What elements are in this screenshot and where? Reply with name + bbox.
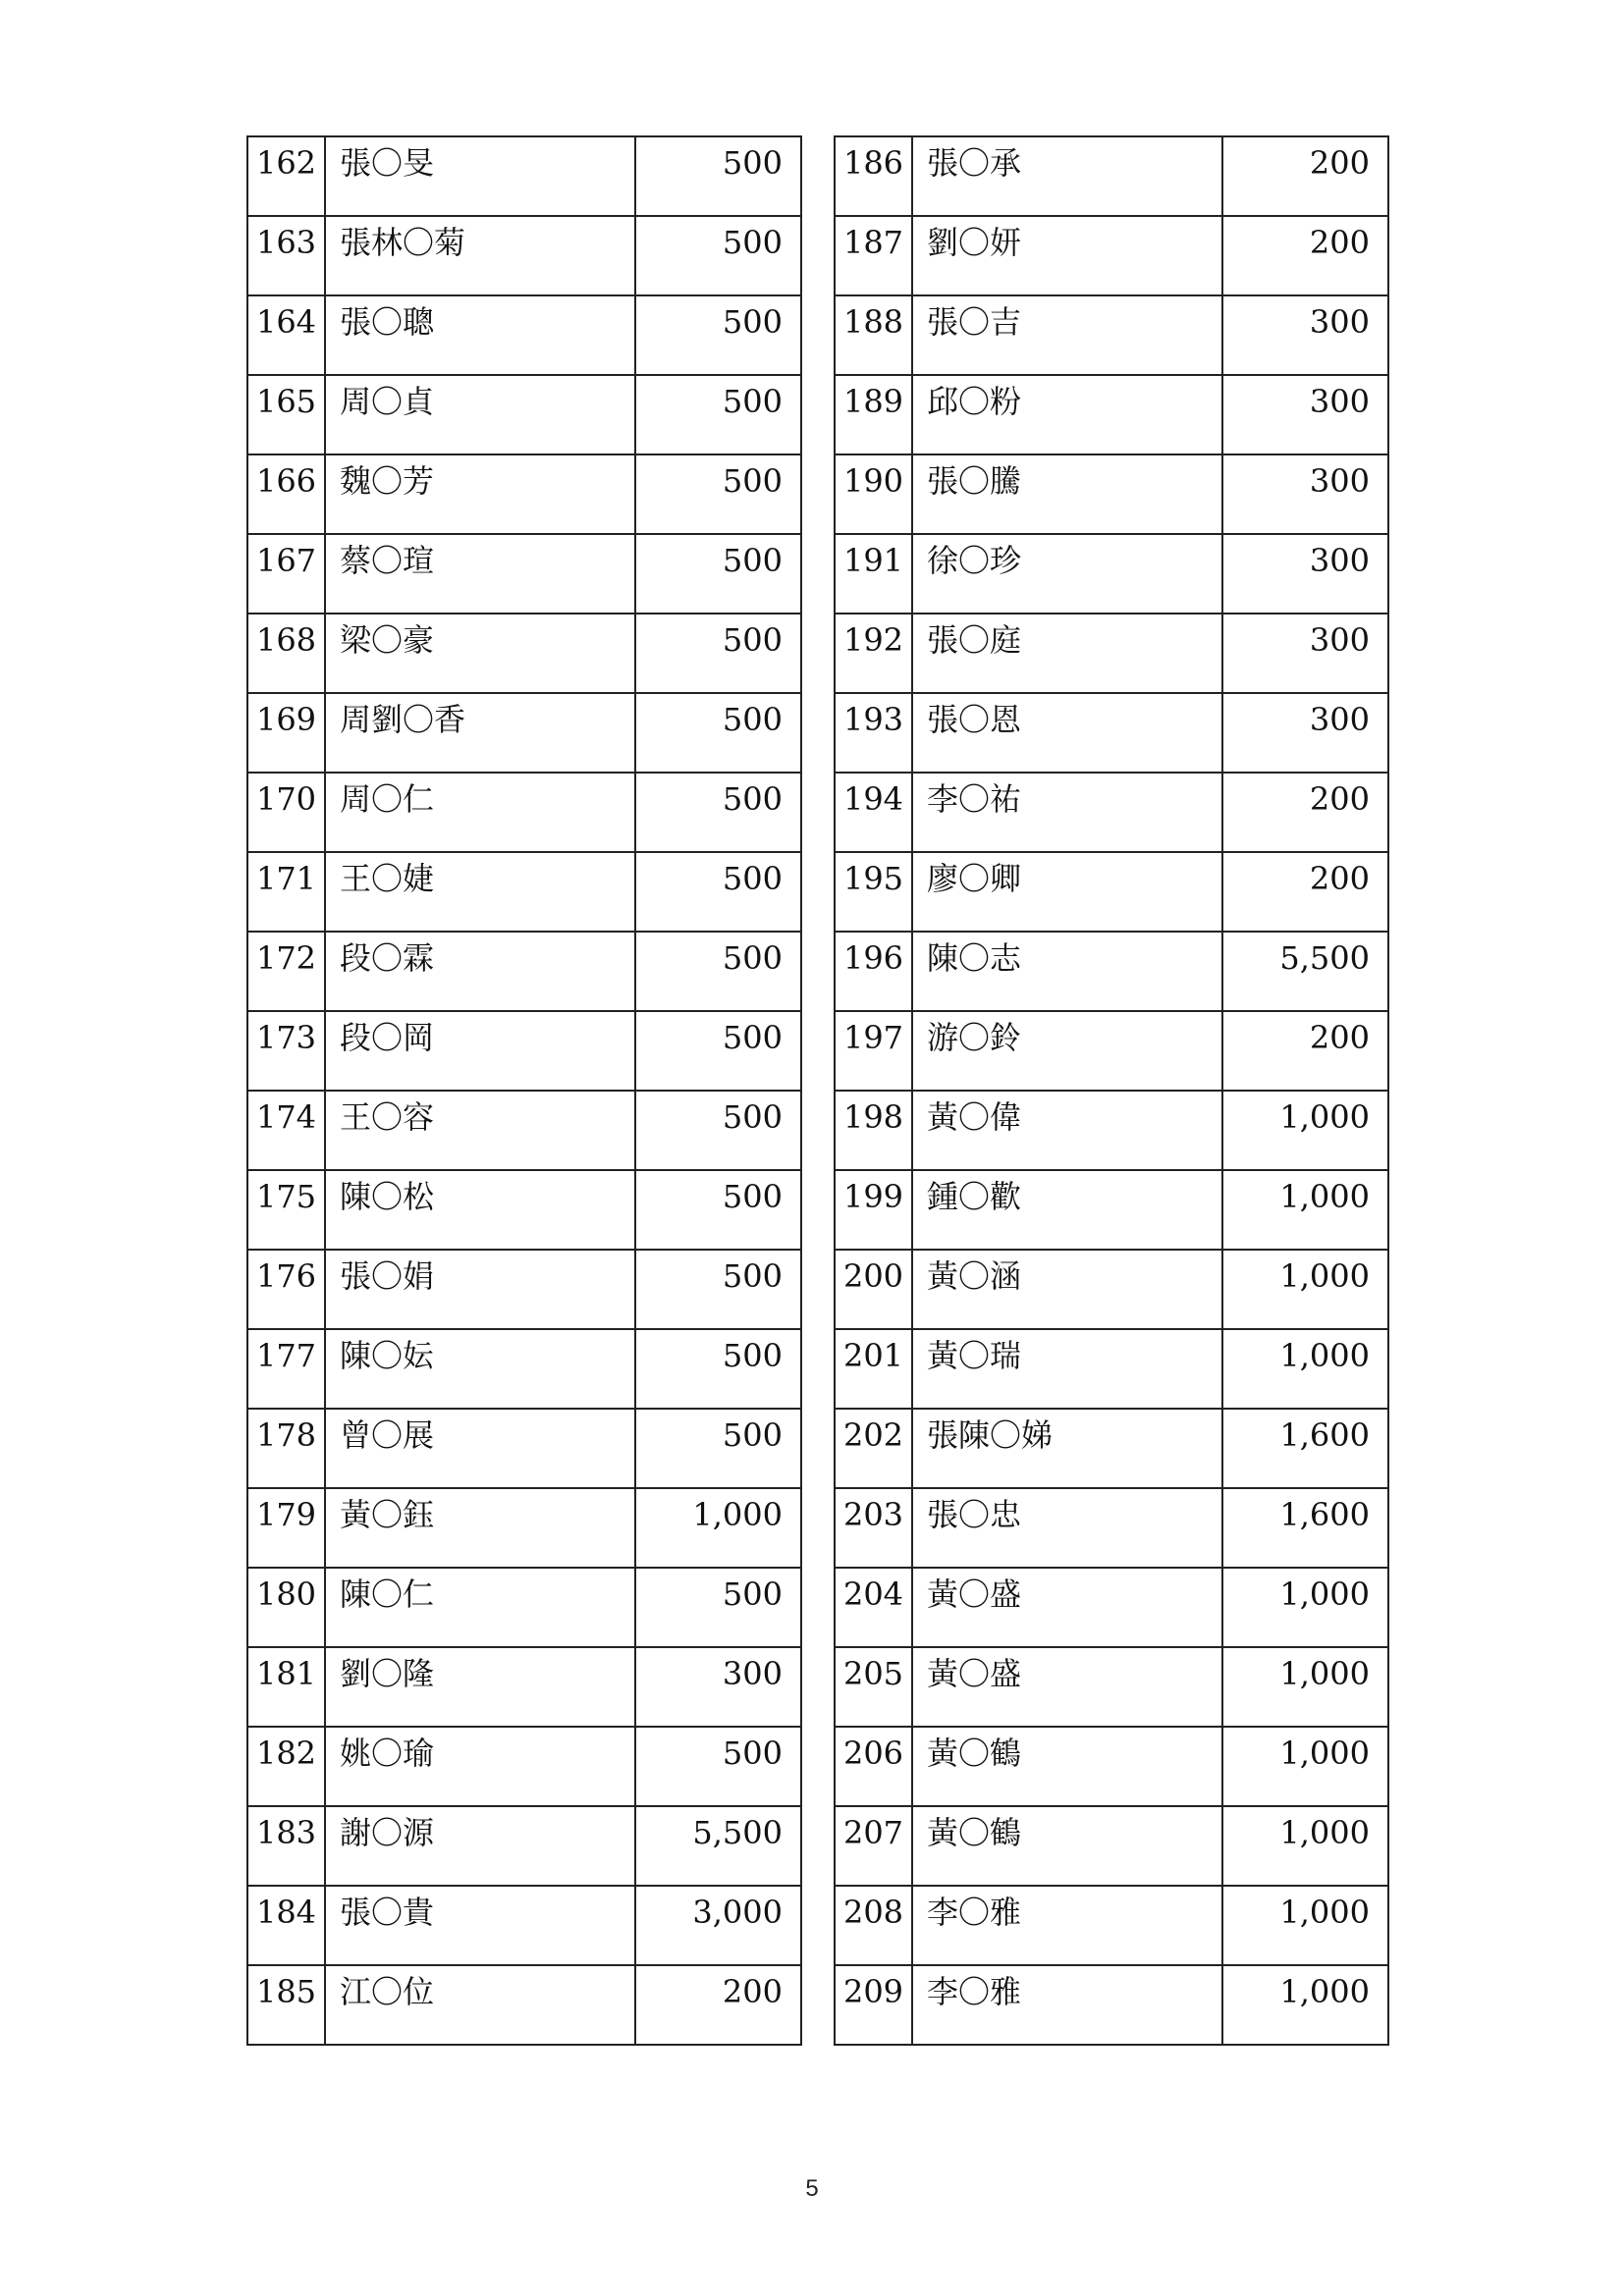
donation-amount: 1,000	[1222, 1329, 1388, 1409]
donor-table-right-body	[835, 136, 1388, 2045]
donation-amount: 300	[635, 1647, 801, 1727]
table-row	[247, 852, 801, 932]
donor-name: 游〇鈴	[912, 1011, 1222, 1091]
donor-name: 黃〇涵	[912, 1250, 1222, 1329]
donor-name: 張〇庭	[912, 614, 1222, 693]
table-row	[835, 1806, 1388, 1886]
donation-amount: 500	[635, 1727, 801, 1806]
donor-name: 周〇仁	[325, 773, 635, 852]
row-number: 172	[247, 932, 325, 1011]
donor-name: 周劉〇香	[325, 693, 635, 773]
row-number: 180	[247, 1568, 325, 1647]
donor-name: 張〇貴	[325, 1886, 635, 1965]
donation-amount: 500	[635, 852, 801, 932]
donation-amount: 500	[635, 216, 801, 295]
donor-name: 段〇霖	[325, 932, 635, 1011]
donor-name: 黃〇鈺	[325, 1488, 635, 1568]
row-number: 194	[835, 773, 912, 852]
table-row	[247, 1727, 801, 1806]
row-number: 207	[835, 1806, 912, 1886]
row-number: 164	[247, 295, 325, 375]
row-number: 193	[835, 693, 912, 773]
table-row	[835, 852, 1388, 932]
donor-name: 魏〇芳	[325, 454, 635, 534]
donation-amount: 500	[635, 295, 801, 375]
donor-table-left	[246, 135, 802, 2046]
donation-amount: 500	[635, 773, 801, 852]
row-number: 177	[247, 1329, 325, 1409]
donation-amount: 1,000	[1222, 1091, 1388, 1170]
table-row	[835, 1568, 1388, 1647]
donation-amount: 200	[1222, 216, 1388, 295]
table-row	[835, 1250, 1388, 1329]
donation-amount: 500	[635, 1409, 801, 1488]
donor-name: 徐〇珍	[912, 534, 1222, 614]
row-number: 181	[247, 1647, 325, 1727]
donor-name: 劉〇妍	[912, 216, 1222, 295]
row-number: 188	[835, 295, 912, 375]
row-number: 209	[835, 1965, 912, 2045]
donor-name: 張〇娟	[325, 1250, 635, 1329]
donor-name: 江〇位	[325, 1965, 635, 2045]
row-number: 169	[247, 693, 325, 773]
row-number: 191	[835, 534, 912, 614]
row-number: 170	[247, 773, 325, 852]
donor-name: 陳〇妘	[325, 1329, 635, 1409]
donation-amount: 500	[635, 136, 801, 216]
table-row	[835, 1329, 1388, 1409]
table-row	[835, 1170, 1388, 1250]
row-number: 204	[835, 1568, 912, 1647]
donation-amount: 500	[635, 932, 801, 1011]
donation-amount: 300	[1222, 693, 1388, 773]
donation-amount: 200	[1222, 1011, 1388, 1091]
donation-amount: 500	[635, 693, 801, 773]
donation-amount: 500	[635, 1250, 801, 1329]
row-number: 186	[835, 136, 912, 216]
table-row	[247, 295, 801, 375]
donation-amount: 1,000	[1222, 1568, 1388, 1647]
donor-name: 黃〇盛	[912, 1568, 1222, 1647]
row-number: 187	[835, 216, 912, 295]
row-number: 185	[247, 1965, 325, 2045]
row-number: 189	[835, 375, 912, 454]
table-row	[247, 1488, 801, 1568]
page-number: 5	[805, 2175, 819, 2202]
donor-name: 李〇祐	[912, 773, 1222, 852]
donor-name: 張〇聰	[325, 295, 635, 375]
donor-name: 廖〇卿	[912, 852, 1222, 932]
row-number: 167	[247, 534, 325, 614]
table-row	[247, 1647, 801, 1727]
row-number: 174	[247, 1091, 325, 1170]
row-number: 195	[835, 852, 912, 932]
table-row	[247, 136, 801, 216]
row-number: 168	[247, 614, 325, 693]
table-row	[835, 1011, 1388, 1091]
table-row	[247, 1409, 801, 1488]
row-number: 179	[247, 1488, 325, 1568]
row-number: 200	[835, 1250, 912, 1329]
donation-amount: 1,600	[1222, 1488, 1388, 1568]
row-number: 202	[835, 1409, 912, 1488]
donor-name: 陳〇仁	[325, 1568, 635, 1647]
donor-name: 張〇旻	[325, 136, 635, 216]
table-row	[247, 614, 801, 693]
donor-name: 曾〇展	[325, 1409, 635, 1488]
row-number: 192	[835, 614, 912, 693]
donor-name: 黃〇盛	[912, 1647, 1222, 1727]
row-number: 198	[835, 1091, 912, 1170]
donor-name: 張林〇菊	[325, 216, 635, 295]
table-row	[835, 1727, 1388, 1806]
donation-amount: 1,000	[1222, 1250, 1388, 1329]
table-row	[247, 1091, 801, 1170]
donation-amount: 500	[635, 1091, 801, 1170]
row-number: 205	[835, 1647, 912, 1727]
donor-name: 劉〇隆	[325, 1647, 635, 1727]
table-row	[835, 1409, 1388, 1488]
row-number: 197	[835, 1011, 912, 1091]
donor-name: 黃〇鶴	[912, 1806, 1222, 1886]
donation-amount: 1,000	[1222, 1647, 1388, 1727]
row-number: 173	[247, 1011, 325, 1091]
donation-amount: 200	[1222, 852, 1388, 932]
table-row	[835, 614, 1388, 693]
donor-name: 張〇承	[912, 136, 1222, 216]
row-number: 206	[835, 1727, 912, 1806]
table-row	[835, 454, 1388, 534]
donor-name: 張〇恩	[912, 693, 1222, 773]
table-row	[835, 534, 1388, 614]
table-row	[835, 375, 1388, 454]
donation-amount: 500	[635, 534, 801, 614]
row-number: 162	[247, 136, 325, 216]
donation-amount: 3,000	[635, 1886, 801, 1965]
table-row	[247, 454, 801, 534]
table-row	[247, 693, 801, 773]
donor-name: 姚〇瑜	[325, 1727, 635, 1806]
donation-amount: 1,000	[1222, 1886, 1388, 1965]
table-row	[247, 534, 801, 614]
row-number: 165	[247, 375, 325, 454]
donor-table-right	[834, 135, 1389, 2046]
row-number: 199	[835, 1170, 912, 1250]
row-number: 203	[835, 1488, 912, 1568]
table-row	[835, 1488, 1388, 1568]
donation-amount: 1,000	[1222, 1727, 1388, 1806]
row-number: 163	[247, 216, 325, 295]
donation-amount: 500	[635, 1011, 801, 1091]
donation-amount: 500	[635, 1170, 801, 1250]
table-row	[835, 1647, 1388, 1727]
donor-name: 黃〇偉	[912, 1091, 1222, 1170]
donor-name: 謝〇源	[325, 1806, 635, 1886]
table-row	[835, 295, 1388, 375]
table-row	[247, 1250, 801, 1329]
donation-amount: 1,000	[635, 1488, 801, 1568]
row-number: 196	[835, 932, 912, 1011]
table-row	[835, 136, 1388, 216]
donation-amount: 500	[635, 454, 801, 534]
donor-name: 蔡〇瑄	[325, 534, 635, 614]
donor-name: 梁〇豪	[325, 614, 635, 693]
donor-name: 段〇岡	[325, 1011, 635, 1091]
donation-amount: 200	[635, 1965, 801, 2045]
donation-amount: 200	[1222, 773, 1388, 852]
donor-name: 張〇吉	[912, 295, 1222, 375]
donor-name: 陳〇松	[325, 1170, 635, 1250]
row-number: 190	[835, 454, 912, 534]
table-row	[835, 1965, 1388, 2045]
donation-amount: 1,000	[1222, 1170, 1388, 1250]
row-number: 171	[247, 852, 325, 932]
row-number: 166	[247, 454, 325, 534]
donation-amount: 200	[1222, 136, 1388, 216]
table-row	[835, 1886, 1388, 1965]
donation-amount: 5,500	[635, 1806, 801, 1886]
table-row	[247, 1170, 801, 1250]
donor-name: 黃〇鶴	[912, 1727, 1222, 1806]
donor-name: 張〇忠	[912, 1488, 1222, 1568]
donation-amount: 500	[635, 1329, 801, 1409]
table-row	[835, 1091, 1388, 1170]
donor-name: 邱〇粉	[912, 375, 1222, 454]
donation-amount: 1,000	[1222, 1806, 1388, 1886]
row-number: 178	[247, 1409, 325, 1488]
donor-name: 王〇婕	[325, 852, 635, 932]
donation-amount: 500	[635, 375, 801, 454]
row-number: 175	[247, 1170, 325, 1250]
donor-name: 李〇雅	[912, 1886, 1222, 1965]
table-row	[247, 375, 801, 454]
row-number: 183	[247, 1806, 325, 1886]
table-row	[247, 1965, 801, 2045]
table-row	[247, 1568, 801, 1647]
donor-name: 周〇貞	[325, 375, 635, 454]
donor-name: 張〇騰	[912, 454, 1222, 534]
donor-name: 陳〇志	[912, 932, 1222, 1011]
table-row	[247, 1011, 801, 1091]
donor-table-left-body	[247, 136, 801, 2045]
donor-name: 鍾〇歡	[912, 1170, 1222, 1250]
donation-amount: 300	[1222, 454, 1388, 534]
donation-amount: 5,500	[1222, 932, 1388, 1011]
donation-amount: 300	[1222, 614, 1388, 693]
row-number: 208	[835, 1886, 912, 1965]
donation-amount: 300	[1222, 375, 1388, 454]
table-row	[835, 773, 1388, 852]
donation-amount: 500	[635, 1568, 801, 1647]
table-row	[247, 1886, 801, 1965]
table-row	[835, 932, 1388, 1011]
row-number: 184	[247, 1886, 325, 1965]
donor-name: 王〇容	[325, 1091, 635, 1170]
table-row	[835, 216, 1388, 295]
donor-name: 黃〇瑞	[912, 1329, 1222, 1409]
donation-amount: 300	[1222, 534, 1388, 614]
donor-name: 張陳〇娣	[912, 1409, 1222, 1488]
row-number: 201	[835, 1329, 912, 1409]
row-number: 182	[247, 1727, 325, 1806]
donation-amount: 1,600	[1222, 1409, 1388, 1488]
table-row	[247, 1806, 801, 1886]
donation-amount: 1,000	[1222, 1965, 1388, 2045]
donation-amount: 300	[1222, 295, 1388, 375]
donor-name: 李〇雅	[912, 1965, 1222, 2045]
row-number: 176	[247, 1250, 325, 1329]
table-row	[247, 1329, 801, 1409]
table-row	[247, 773, 801, 852]
table-row	[247, 932, 801, 1011]
table-row	[835, 693, 1388, 773]
table-row	[247, 216, 801, 295]
donation-amount: 500	[635, 614, 801, 693]
